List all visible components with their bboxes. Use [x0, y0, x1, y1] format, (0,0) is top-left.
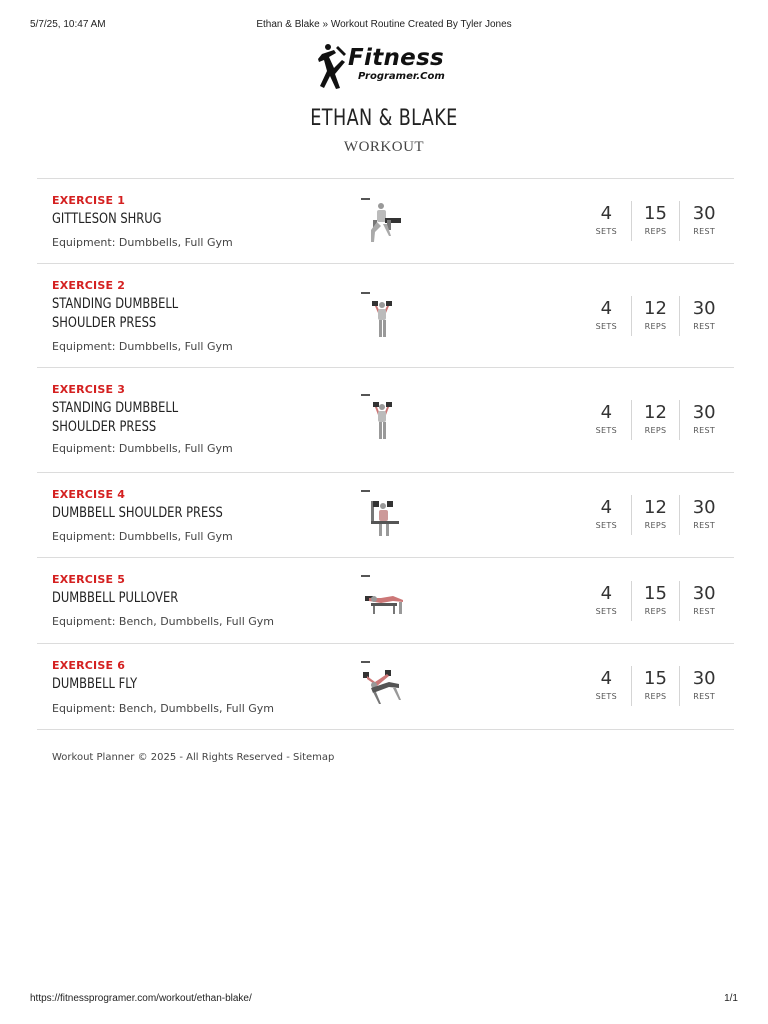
- exercise-stats: [582, 400, 728, 440]
- exercise-row: [37, 368, 734, 473]
- stat-sets: [582, 581, 631, 621]
- exercise-number: EXERCISE 2: [52, 279, 126, 292]
- exercise-equipment: Equipment: Dumbbells, Full Gym: [52, 340, 233, 353]
- rest-value: 30: [692, 298, 716, 319]
- page-title: ETHAN & BLAKE: [310, 106, 458, 131]
- rest-value: 30: [692, 668, 716, 689]
- print-footer: [30, 993, 738, 1007]
- exercise-row: [37, 179, 734, 264]
- sets-value: 4: [600, 668, 613, 689]
- exercise-stats: [582, 201, 728, 241]
- stat-rest: [679, 581, 728, 621]
- reps-value: 12: [644, 298, 667, 319]
- print-url: https://fitnessprogramer.com/workout/ethan-blake/: [30, 993, 252, 1004]
- sets-value: 4: [600, 203, 613, 224]
- exercise-number: EXERCISE 5: [52, 573, 126, 586]
- sets-value: 4: [600, 497, 613, 518]
- reps-label: REPS: [644, 426, 667, 435]
- stat-reps: [631, 201, 680, 241]
- reps-label: REPS: [644, 227, 667, 236]
- rest-label: REST: [693, 322, 716, 331]
- bench-pullover-figure-icon[interactable]: [359, 574, 407, 624]
- rest-value: 30: [692, 203, 716, 224]
- print-header: [30, 19, 738, 33]
- reps-label: REPS: [644, 607, 667, 616]
- exercise-number: EXERCISE 4: [52, 488, 126, 501]
- stat-rest: [679, 296, 728, 336]
- logo-sub-text: Programer.Com: [358, 71, 445, 82]
- exercise-name[interactable]: DUMBBELL FLY: [52, 676, 138, 692]
- page-subtitle: WORKOUT: [343, 139, 425, 155]
- stat-rest: [679, 400, 728, 440]
- exercise-name[interactable]: GITTLESON SHRUG: [52, 211, 162, 227]
- sets-label: SETS: [595, 521, 617, 530]
- logo-brand-text: Fitness: [348, 45, 445, 71]
- sets-label: SETS: [595, 607, 617, 616]
- stat-rest: [679, 201, 728, 241]
- sets-value: 4: [600, 583, 613, 604]
- reps-value: 15: [644, 668, 667, 689]
- sets-label: SETS: [595, 426, 617, 435]
- rest-label: REST: [693, 607, 716, 616]
- exercise-row: [37, 473, 734, 558]
- exercise-list: [37, 178, 734, 730]
- sets-value: 4: [600, 298, 613, 319]
- exercise-number: EXERCISE 1: [52, 194, 126, 207]
- reps-label: REPS: [644, 322, 667, 331]
- rest-label: REST: [693, 426, 716, 435]
- stat-reps: [631, 581, 680, 621]
- stat-sets: [582, 400, 631, 440]
- runner-logo-icon: [318, 40, 350, 92]
- print-page-title: Ethan & Blake » Workout Routine Created By Tyler Jones: [256, 19, 512, 30]
- seated-shrug-figure-icon[interactable]: [359, 196, 407, 246]
- stat-sets: [582, 201, 631, 241]
- exercise-number: EXERCISE 6: [52, 659, 126, 672]
- exercise-name[interactable]: DUMBBELL PULLOVER: [52, 590, 179, 606]
- sets-value: 4: [600, 402, 613, 423]
- reps-value: 12: [644, 497, 667, 518]
- sets-label: SETS: [595, 322, 617, 331]
- rest-label: REST: [693, 227, 716, 236]
- print-page-count: 1/1: [724, 993, 738, 1004]
- exercise-name[interactable]: DUMBBELL SHOULDER PRESS: [52, 505, 223, 521]
- exercise-stats: [582, 581, 728, 621]
- exercise-name[interactable]: STANDING DUMBBELL SHOULDER PRESS: [52, 296, 179, 331]
- rest-label: REST: [693, 692, 716, 701]
- exercise-row: [37, 644, 734, 730]
- stat-reps: [631, 296, 680, 336]
- standing-press-figure-icon[interactable]: [359, 291, 407, 341]
- exercise-number: EXERCISE 3: [52, 383, 126, 396]
- rest-value: 30: [692, 583, 716, 604]
- exercise-equipment: Equipment: Dumbbells, Full Gym: [52, 530, 233, 543]
- exercise-name[interactable]: STANDING DUMBBELL SHOULDER PRESS: [52, 400, 179, 435]
- rest-value: 30: [692, 497, 716, 518]
- stat-reps: [631, 666, 680, 706]
- reps-label: REPS: [644, 692, 667, 701]
- exercise-stats: [582, 296, 728, 336]
- exercise-stats: [582, 495, 728, 535]
- site-logo[interactable]: [318, 40, 458, 92]
- exercise-equipment: Equipment: Bench, Dumbbells, Full Gym: [52, 615, 274, 628]
- reps-value: 15: [644, 203, 667, 224]
- stat-sets: [582, 666, 631, 706]
- stat-reps: [631, 495, 680, 535]
- exercise-row: [37, 558, 734, 644]
- exercise-row: [37, 264, 734, 368]
- reps-value: 15: [644, 583, 667, 604]
- rest-value: 30: [692, 402, 716, 423]
- site-footer[interactable]: Workout Planner © 2025 - All Rights Reserved - Sitemap: [52, 752, 335, 763]
- bench-fly-figure-icon[interactable]: [359, 660, 407, 710]
- sets-label: SETS: [595, 692, 617, 701]
- stat-reps: [631, 400, 680, 440]
- sets-label: SETS: [595, 227, 617, 236]
- stat-rest: [679, 666, 728, 706]
- stat-rest: [679, 495, 728, 535]
- stat-sets: [582, 495, 631, 535]
- reps-label: REPS: [644, 521, 667, 530]
- exercise-equipment: Equipment: Dumbbells, Full Gym: [52, 442, 233, 455]
- reps-value: 12: [644, 402, 667, 423]
- print-date: 5/7/25, 10:47 AM: [30, 19, 106, 30]
- seated-press-figure-icon[interactable]: [359, 489, 407, 539]
- exercise-equipment: Equipment: Bench, Dumbbells, Full Gym: [52, 702, 274, 715]
- standing-press-figure-icon[interactable]: [359, 393, 407, 443]
- exercise-stats: [582, 666, 728, 706]
- stat-sets: [582, 296, 631, 336]
- rest-label: REST: [693, 521, 716, 530]
- exercise-equipment: Equipment: Dumbbells, Full Gym: [52, 236, 233, 249]
